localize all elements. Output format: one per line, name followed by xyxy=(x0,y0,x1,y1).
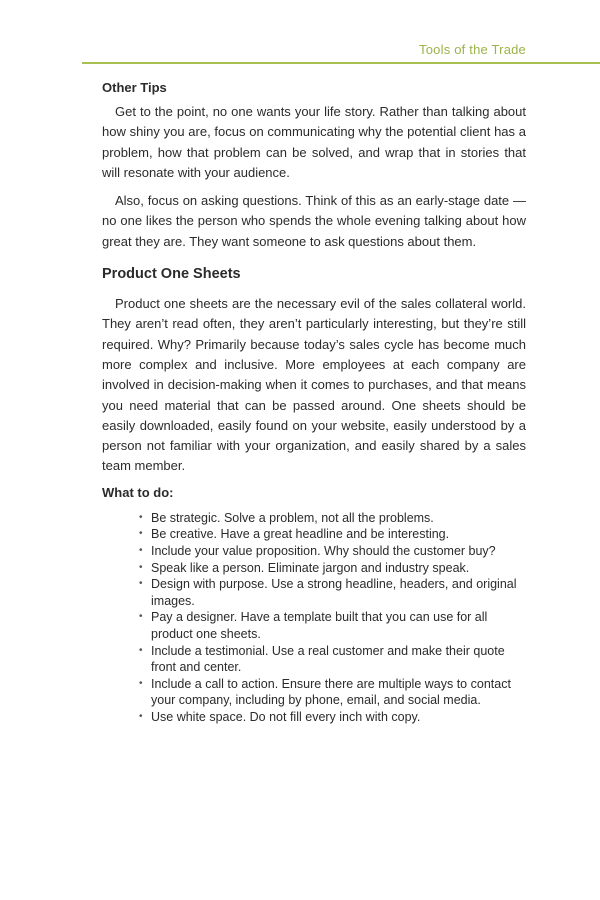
list-item: • Speak like a person. Eliminate jargon and industry speak. xyxy=(139,560,526,577)
list-item: • Include a testimonial. Use a real customer and make their quote front and center. xyxy=(139,643,526,676)
list-item: • Pay a designer. Have a template built that you can use for all product one sheets. xyxy=(139,609,526,642)
product-one-sheets-heading: Product One Sheets xyxy=(102,266,241,283)
list-item: • Design with purpose. Use a strong headline, headers, and original images. xyxy=(139,576,526,609)
list-item: • Be strategic. Solve a problem, not all the problems. xyxy=(139,510,526,527)
running-header-title: Tools of the Trade xyxy=(419,42,526,57)
what-to-do-heading: What to do: xyxy=(102,484,174,500)
page-body xyxy=(102,80,526,725)
other-tips-paragraph-2: Also, focus on asking questions. Think of this as an early-stage date — no one likes the person who spends the whole evening talking about how great they are. They want someone to ask questions about them. xyxy=(102,193,526,249)
other-tips-paragraph-1: Get to the point, no one wants your life story. Rather than talking about how shiny you are, focus on communicating why the potential client has a problem, how that problem can be solved, and wrap that in stories that will resonate with your audience. xyxy=(102,104,526,180)
product-one-sheets-paragraph: Product one sheets are the necessary evil of the sales collateral world. They aren’t read often, they aren’t particularly interesting, but they’re still required. Why? Primarily because today’s sales cycle has become much more complex and inclusive. More employees at each company are involved in decision-making when it comes to purchases, and that means you need material that can be passed around. One sheets should be easily downloaded, easily found on your website, easily understood by a person not familiar with your organization, and easily shared by a sales team member. xyxy=(102,296,526,474)
header-divider xyxy=(82,62,600,64)
list-item: • Include a call to action. Ensure there are multiple ways to contact your company, including by phone, email, and social media. xyxy=(139,676,526,709)
list-item: • Use white space. Do not fill every inch with copy. xyxy=(139,709,526,726)
other-tips-heading: Other Tips xyxy=(102,80,167,95)
list-item: • Be creative. Have a great headline and be interesting. xyxy=(139,526,526,543)
list-item: • Include your value proposition. Why should the customer buy? xyxy=(139,543,526,560)
what-to-do-list xyxy=(102,510,526,726)
